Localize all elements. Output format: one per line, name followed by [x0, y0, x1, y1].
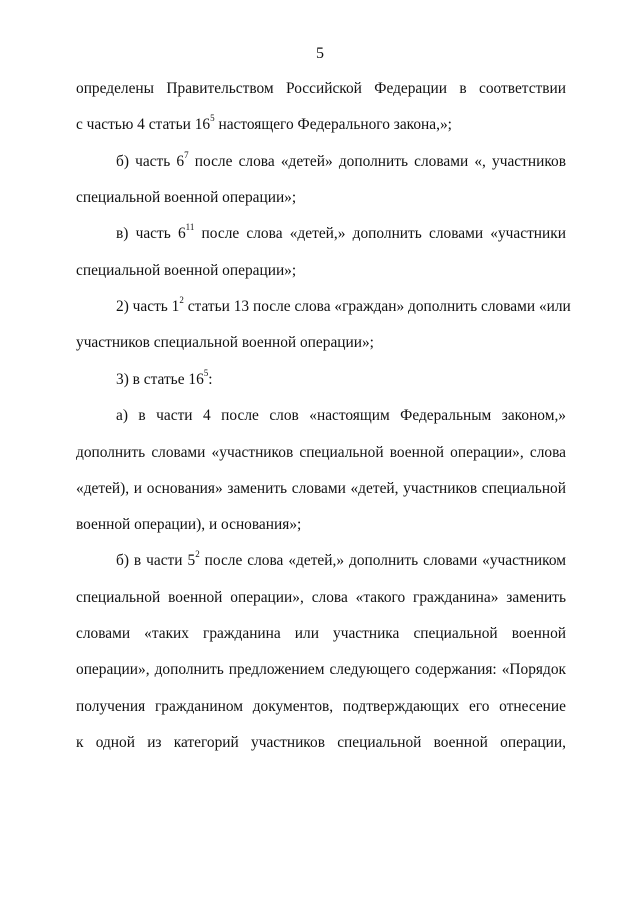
text-line: с частью 4 статьи $16^5$ настоящего Федерального закона,»;	[76, 112, 452, 133]
text-line: операции», дополнить предложением следующего содержания: «Порядок	[76, 661, 566, 678]
text-line: к одной из категорий участников специальной военной операции,	[76, 734, 566, 751]
text-line: участников специальной военной операции»;	[76, 334, 374, 351]
text-line: специальной военной операции», слова «такого гражданина» заменить	[76, 589, 566, 606]
text-line: 3) в статье $16^5$:	[116, 367, 213, 388]
text-line: «детей), и основания» заменить словами «детей, участников специальной	[76, 480, 566, 497]
text-line: специальной военной операции»;	[76, 189, 297, 206]
text-line: б) часть $6^7$ после слова «детей» дополнить словами «, участников	[116, 149, 566, 170]
text-line: 2) часть $1^2$ статьи 13 после слова «граждан» дополнить словами «или	[116, 294, 571, 315]
text-line: словами «таких гражданина или участника специальной военной	[76, 625, 566, 642]
text-line: получения гражданином документов, подтверждающих его отнесение	[76, 698, 566, 715]
text-line: б) в части $5^2$ после слова «детей,» дополнить словами «участником	[116, 548, 566, 569]
text-line: дополнить словами «участников специальной военной операции», слова	[76, 444, 566, 461]
text-line: в) часть $6^{11}$ после слова «детей,» дополнить словами «участники	[116, 221, 566, 242]
page-number: 5	[316, 45, 324, 62]
text-line: а) в части 4 после слов «настоящим Федеральным законом,»	[116, 407, 566, 424]
text-line: определены Правительством Российской Федерации в соответствии	[76, 80, 566, 97]
text-line: военной операции), и основания»;	[76, 516, 302, 533]
text-line: специальной военной операции»;	[76, 262, 297, 279]
